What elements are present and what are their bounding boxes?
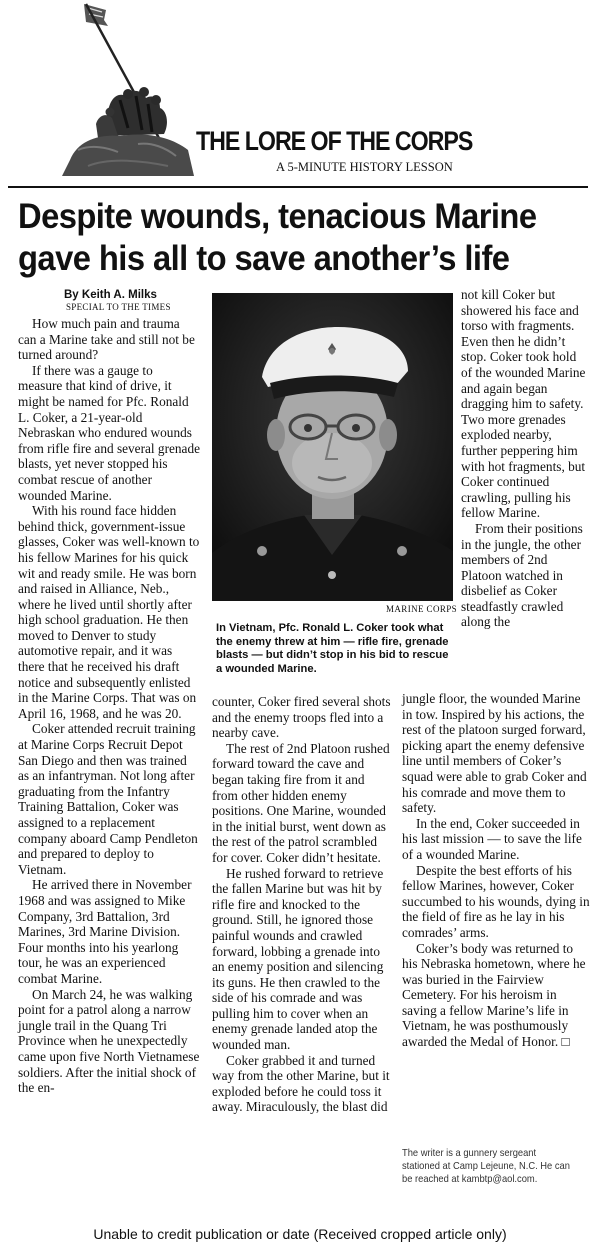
paragraph: In the end, Coker succeeded in his last mission — to save the life of a wounded Marine. [402, 815, 582, 862]
footer-note: Unable to credit publication or date (Received cropped article only) [93, 1226, 507, 1242]
article-column-1 [18, 316, 200, 1096]
portrait-illustration [212, 293, 453, 601]
photo-credit: MARINE CORPS [386, 604, 458, 614]
article-column-3-bottom [402, 691, 590, 1050]
paragraph: jungle floor, the wounded Marine in tow. Inspired by his actions, the rest of the platoon surged forward, picking apart the enemy defensive line until members of Coker’s squad were able to grab Coker and his comrade and move them to safety. [402, 691, 587, 816]
byline-source: SPECIAL TO THE TIMES [66, 302, 171, 312]
paragraph: not kill Coker but showered his face and torso with fragments. Even then he didn’t stop. Coker took hold of the wounded Marine and again began dragging him to safety. Two more grenades exploded nearby, further peppering him with hot fragments, but Coker continued crawling, pulling his fellow Marine. [461, 287, 586, 521]
section-subtitle: A 5-MINUTE HISTORY LESSON [276, 160, 453, 174]
photo-caption: In Vietnam, Pfc. Ronald L. Coker took what the enemy threw at him — rifle fire, grenade blasts — but didn’t stop in his bid to rescue a wounded Marine. [216, 622, 449, 675]
article-headline [18, 196, 588, 280]
flag-raising-statue-icon [48, 0, 198, 188]
paragraph: He arrived there in November 1968 and was assigned to Mike Company, 3rd Battalion, 3rd Marines, 3rd Marine Division. Four months into his yearlong tour, he was an experienced combat Marine. [18, 877, 192, 986]
paragraph: counter, Coker fired several shots and the enemy troops fled into a nearby cave. [212, 694, 391, 741]
paragraph: Coker attended recruit training at Marine Corps Recruit Depot San Diego and then was trained as an infantryman. Not long after graduating from the Infantry Training Battalion, Coker was assigned to a replacement company aboard Camp Pendleton and prepared to deploy to Vietnam. [18, 721, 198, 877]
divider [8, 186, 588, 188]
paragraph: If there was a gauge to measure that kind of drive, it might be named for Pfc. Ronald L. Coker, a 21-year-old Nebraskan who endured wounds from rifle fire and several grenade blasts, yet never stopped his combat rescue of another wounded Marine. [18, 362, 200, 503]
section-title: THE LORE OF THE CORPS [196, 126, 473, 156]
masthead [0, 0, 600, 190]
paragraph: Despite the best efforts of his fellow Marines, however, Coker succumbed to his wounds, dying in the field of fire as he lay in his comrades’ arms. [402, 862, 590, 940]
paragraph: Coker grabbed it and turned way from the other Marine, but it exploded before he could toss it away. Miraculously, the blast did [212, 1052, 390, 1115]
paragraph: He rushed forward to retrieve the fallen Marine but was hit by rifle fire and knocked to the ground. Still, he ignored those painful wounds and crawled forward, lobbing a grenade into an enemy position and silencing its guns. He then crawled to the side of his comrade and was pulling him to cover when an enemy grenade landed atop the wounded man. [212, 865, 384, 1053]
headline-line-2: gave his all to save another’s life [18, 239, 510, 278]
paragraph: How much pain and trauma can a Marine take and still not be turned around? [18, 316, 195, 363]
author-tagline: The writer is a gunnery sergeant stationed at Camp Lejeune, N.C. He can be reached at kambtp@aol.com. [402, 1148, 570, 1185]
marine-portrait-photo [212, 293, 453, 601]
byline-author: By Keith A. Milks [64, 289, 157, 301]
paragraph: From their positions in the jungle, the other members of 2nd Platoon watched in disbelief as Coker steadfastly crawled along the [461, 520, 583, 630]
paragraph: With his round face hidden behind thick, government-issue glasses, Coker was well-known to his fellow Marines for his quick wit and ready smile. He was born and raised in Alliance, Neb., where he lived until shortly after high school graduation. He then moved to Denver to study automotive repair, and it was there that he received his draft notice and subsequently enlisted in the Marine Corps. That was on April 16, 1968, and he was 20. [18, 503, 200, 721]
article-column-3-top [461, 287, 587, 630]
paragraph: Coker’s body was returned to his Nebraska hometown, where he was buried in the Fairview Cemetery. For his heroism in saving a fellow Marine’s life in Vietnam, he was posthumously awarded the Medal of Honor. □ [402, 940, 586, 1050]
paragraph: On March 24, he was walking point for a patrol along a narrow jungle trail in the Quang Tri Province when he unexpectedly came upon five North Vietnamese soldiers. After the initial shock of the en- [18, 986, 200, 1096]
article-column-2 [212, 694, 392, 1115]
paragraph: The rest of 2nd Platoon rushed forward toward the cave and began taking fire from it and from other hidden enemy positions. One Marine, wounded in the initial burst, went down as the rest of the patrol scrambled for cover. Coker didn’t hesitate. [212, 740, 390, 865]
headline-line-1: Despite wounds, tenacious Marine [18, 197, 537, 236]
